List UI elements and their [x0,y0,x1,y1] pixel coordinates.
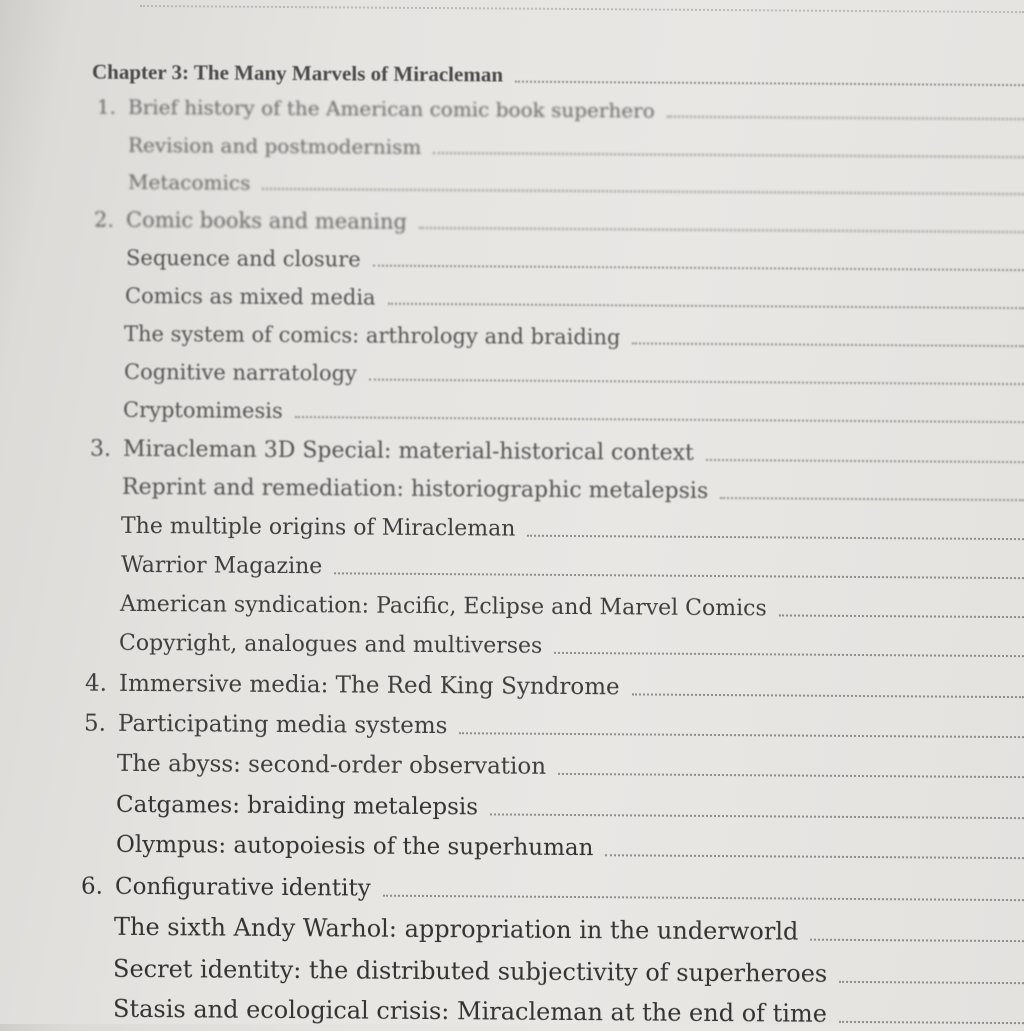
entry-number: 1. [96,94,116,119]
entry-title: Configurative identity [115,873,371,902]
entry-number: 6. [81,873,103,900]
dot-leader [527,535,1024,540]
entry-title: Comics as mixed media [125,283,376,310]
dot-leader [605,854,1024,859]
dot-leader [388,303,1024,309]
entry-title: Catgames: braiding metalepsis [116,791,479,821]
entry-title: Secret identity: the distributed subjectivity of superheroes [113,954,828,988]
dot-leader [262,188,1024,195]
chapter-title: Chapter 3: The Many Marvels of Miracleman [92,59,503,87]
entry-title: Cognitive narratology [124,359,357,386]
toc-subsection-entry [125,277,1024,314]
dot-leader [383,895,1024,901]
cut-off-entry-leader [140,0,1024,13]
entry-number: 4. [85,670,107,697]
dot-leader [334,572,1024,579]
toc-subsection-entry [121,507,1024,545]
entry-title: Metacomics [128,169,251,195]
dot-leader [558,773,1024,778]
toc-section-entry [84,704,1024,743]
entry-title: Cryptomimesis [123,397,283,423]
dot-leader [720,497,1024,501]
entry-title: Immersive media: The Red King Syndrome [119,670,620,701]
toc-subsection-entry [124,353,1024,390]
entry-title: American syndication: Pacific, Eclipse and Marvel Comics [120,591,767,622]
toc-subsection-entry [126,239,1024,276]
toc-subsection-entry [121,546,1024,584]
entry-number: 3. [90,436,111,462]
toc-subsection-entry [119,624,1024,662]
dot-leader [419,227,1024,233]
chapter-heading [92,53,1024,92]
dot-leader [810,939,1024,942]
dot-leader [706,459,1024,463]
dot-leader [779,614,1024,618]
toc-section-entry [81,867,1024,906]
entry-title: Olympus: autopoiesis of the superhuman [116,831,594,862]
toc-subsection-entry [123,391,1024,428]
entry-title: The multiple origins of Miracleman [121,513,516,542]
toc-subsection-entry [113,989,1024,1029]
entry-title: Miracleman 3D Special: material-historical context [123,436,694,466]
toc-subsection-entry [116,825,1024,864]
toc-subsection-entry [122,468,1024,506]
entry-title: Reprint and remediation: historiographic metalepsis [122,474,709,504]
dot-leader [515,81,1024,87]
dot-leader [632,693,1024,698]
entry-title: Brief history of the American comic book superhero [128,94,655,123]
toc-subsection-entry [128,164,1024,200]
dot-leader [295,416,1024,423]
entry-title: Stasis and ecological crisis: Miracleman at the end of time [113,994,827,1028]
dot-leader [839,981,1024,984]
toc-subsection-entry [124,315,1024,352]
dot-leader [433,152,1024,158]
entry-number: 5. [84,710,106,737]
entry-title: Participating media systems [118,710,448,740]
toc-subsection-entry [113,949,1024,989]
entry-title: Revision and postmodernism [128,132,422,159]
entry-title: Sequence and closure [126,245,361,272]
dot-leader [667,116,1024,120]
entry-title: The sixth Andy Warhol: appropriation in the underworld [114,912,799,946]
entry-number: 2. [93,207,114,232]
toc-subsection-entry [114,907,1024,947]
dot-leader [632,342,1024,347]
toc-section-entry [93,201,1024,238]
entry-title: Warrior Magazine [121,552,323,580]
toc-subsection-entry [128,127,1024,163]
entry-title: The abyss: second-order observation [117,750,547,780]
dot-leader [459,732,1024,738]
dot-leader [373,265,1024,272]
entry-title: Copyright, analogues and multiverses [119,630,543,659]
toc-section-entry [96,89,1024,125]
dot-leader [490,813,1024,819]
entry-title: Comic books and meaning [126,207,407,234]
entry-title: The system of comics: arthrology and braiding [124,321,621,350]
dot-leader [369,379,1024,386]
toc-section-entry [85,664,1024,703]
toc-section-entry [90,430,1024,468]
dot-leader [554,652,1024,657]
toc-subsection-entry [117,744,1024,783]
toc-subsection-entry [116,785,1024,824]
toc-subsection-entry [120,585,1024,623]
